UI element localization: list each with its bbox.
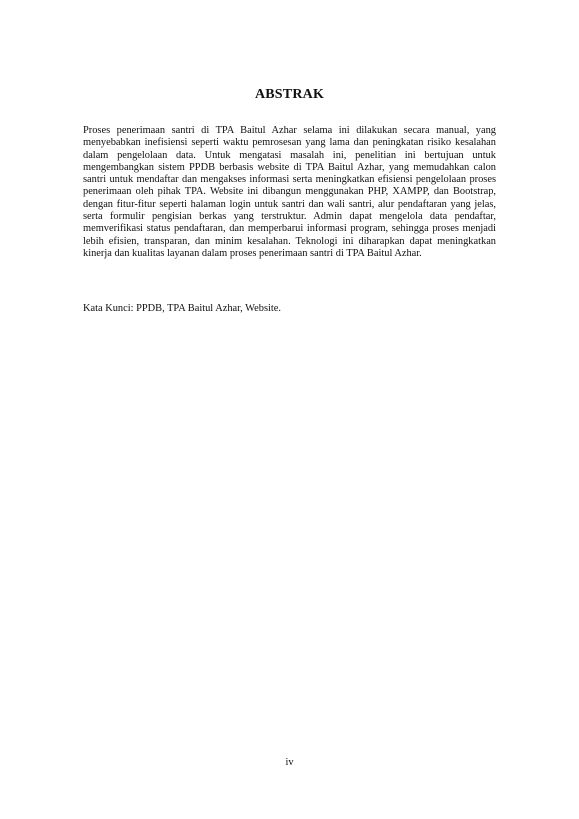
- abstract-title: ABSTRAK: [254, 87, 325, 102]
- keywords-line: Kata Kunci: PPDB, TPA Baitul Azhar, Website.: [83, 303, 281, 314]
- page-number: iv: [285, 757, 294, 768]
- abstract-body: Proses penerimaan santri di TPA Baitul Azhar selama ini dilakukan secara manual, yang menyebabkan inefisiensi seperti waktu pemrosesan yang lama dan peningkatan risiko kesalahan dalam pengelolaan data. Untuk mengatasi masalah ini, penelitian ini bertujuan untuk mengembangkan sistem PPDB berbasis website di TPA Baitul Azhar, yang memudahkan calon santri untuk mendaftar dan mengakses informasi serta meningkatkan efisiensi pengelolaan proses penerimaan oleh pihak TPA. Website ini dibangun menggunakan PHP, XAMPP, dan Bootstrap, dengan fitur-fitur seperti halaman login untuk santri dan wali santri, alur pendaftaran yang jelas, serta formulir pengisian berkas yang terstruktur. Admin dapat mengelola data pendaftar, memverifikasi status pendaftaran, dan memperbarui informasi program, sehingga proses menjadi lebih efisien, transparan, dan minim kesalahan. Teknologi ini diharapkan dapat meningkatkan kinerja dan kualitas layanan dalam proses penerimaan santri di TPA Baitul Azhar.: [83, 125, 496, 259]
